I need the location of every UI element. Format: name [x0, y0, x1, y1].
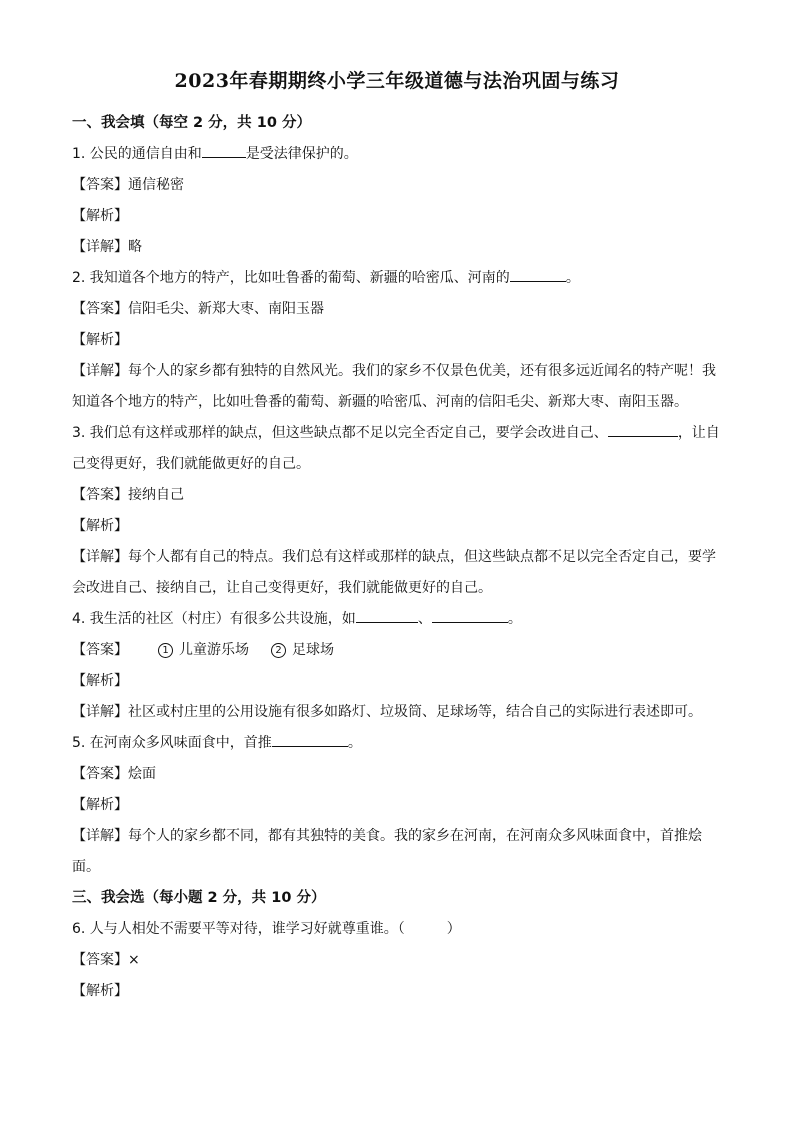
document-content: [72, 108, 727, 1007]
detail-tag: 【详解】: [72, 363, 128, 379]
answer-line: [72, 759, 727, 790]
analysis-line: [72, 325, 727, 356]
answer-blank: [432, 608, 508, 623]
question-3: [72, 418, 727, 480]
analysis-tag: 【解析】: [72, 332, 128, 348]
detail-line: [72, 232, 727, 263]
answer-line: [72, 945, 727, 976]
question-text: 2. 我知道各个地方的特产，比如吐鲁番的葡萄、新疆的哈密瓜、河南的: [72, 270, 510, 286]
analysis-tag: 【解析】: [72, 673, 128, 689]
number-circle-1: 1: [158, 643, 173, 658]
question-text: 4. 我生活的社区（村庄）有很多公共设施，如: [72, 611, 356, 627]
question-1: [72, 139, 727, 170]
page-title: 2023年春期期终小学三年级道德与法治巩固与练习: [174, 70, 620, 92]
question-text: 是受法律保护的。: [245, 146, 358, 162]
detail-text: 每个人的家乡都有独特的自然风光。我们的家乡不仅景色优美，还有很多远近闻名的特产呢！我知道各个地方的特产，比如吐鲁番的葡萄、新疆的哈密瓜、河南的信阳毛尖、新郑大枣、南阳玉器。: [72, 363, 716, 410]
detail-tag: 【详解】: [72, 704, 128, 720]
question-text: 。: [347, 735, 362, 751]
answer-tag: 【答案】: [72, 487, 128, 503]
detail-text: 略: [128, 239, 142, 255]
answer-text: 通信秘密: [128, 177, 184, 193]
detail-text: 每个人的家乡都不同，都有其独特的美食。我的家乡在河南，在河南众多风味面食中，首推烩面。: [72, 828, 702, 875]
answer-tag: 【答案】: [72, 642, 128, 658]
question-text: 5. 在河南众多风味面食中，首推: [72, 735, 272, 751]
answer-text: 足球场: [292, 642, 334, 658]
answer-tag: 【答案】: [72, 301, 128, 317]
answer-line: [72, 635, 727, 666]
analysis-line: [72, 666, 727, 697]
detail-line: [72, 542, 727, 604]
detail-line: [72, 697, 727, 728]
question-2: [72, 263, 727, 294]
question-text: 。: [507, 611, 522, 627]
detail-line: [72, 821, 727, 883]
question-text: 3. 我们总有这样或那样的缺点，但这些缺点都不足以完全否定自己，要学会改进自己、: [72, 425, 608, 441]
detail-text: 社区或村庄里的公用设施有很多如路灯、垃圾筒、足球场等，结合自己的实际进行表述即可。: [128, 704, 702, 720]
answer-tag: 【答案】: [72, 766, 128, 782]
detail-text: 每个人都有自己的特点。我们总有这样或那样的缺点，但这些缺点都不足以完全否定自己，要学会改进自己、接纳自己，让自己变得更好，我们就能做更好的自己。: [72, 549, 716, 596]
answer-blank: [356, 608, 418, 623]
answer-tag: 【答案】: [72, 952, 128, 968]
analysis-tag: 【解析】: [72, 208, 128, 224]
answer-text: 儿童游乐场: [179, 642, 249, 658]
number-circle-2: 2: [271, 643, 286, 658]
answer-line: [72, 170, 727, 201]
section-heading-fill: 一、我会填（每空 2 分，共 10 分）: [72, 115, 311, 131]
answer-tag: 【答案】: [72, 177, 128, 193]
answer-line: [72, 480, 727, 511]
question-6: 6. 人与人相处不需要平等对待，谁学习好就尊重谁。（ ）: [72, 921, 461, 937]
answer-text: 接纳自己: [128, 487, 184, 503]
answer-line: [72, 294, 727, 325]
detail-tag: 【详解】: [72, 828, 128, 844]
detail-tag: 【详解】: [72, 239, 128, 255]
analysis-tag: 【解析】: [72, 518, 128, 534]
question-text: 、: [417, 611, 432, 627]
question-5: [72, 728, 727, 759]
answer-text: 信阳毛尖、新郑大枣、南阳玉器: [128, 301, 324, 317]
question-4: [72, 604, 727, 635]
analysis-tag: 【解析】: [72, 983, 128, 999]
detail-line: [72, 356, 727, 418]
analysis-line: [72, 790, 727, 821]
analysis-line: [72, 511, 727, 542]
question-text: 1. 公民的通信自由和: [72, 146, 202, 162]
answer-blank: [272, 732, 348, 747]
detail-tag: 【详解】: [72, 549, 128, 565]
answer-blank: [608, 422, 678, 437]
answer-text: 烩面: [128, 766, 156, 782]
answer-text: ×: [128, 952, 140, 968]
analysis-line: [72, 201, 727, 232]
analysis-line: [72, 976, 727, 1007]
analysis-tag: 【解析】: [72, 797, 128, 813]
answer-blank: [510, 267, 566, 282]
question-text: ，让自己变得更好，我们就能做更好的自己。: [72, 425, 720, 472]
answer-blank: [202, 143, 246, 158]
question-text: 。: [565, 270, 580, 286]
section-heading-choose: 三、我会选（每小题 2 分，共 10 分）: [72, 890, 326, 906]
